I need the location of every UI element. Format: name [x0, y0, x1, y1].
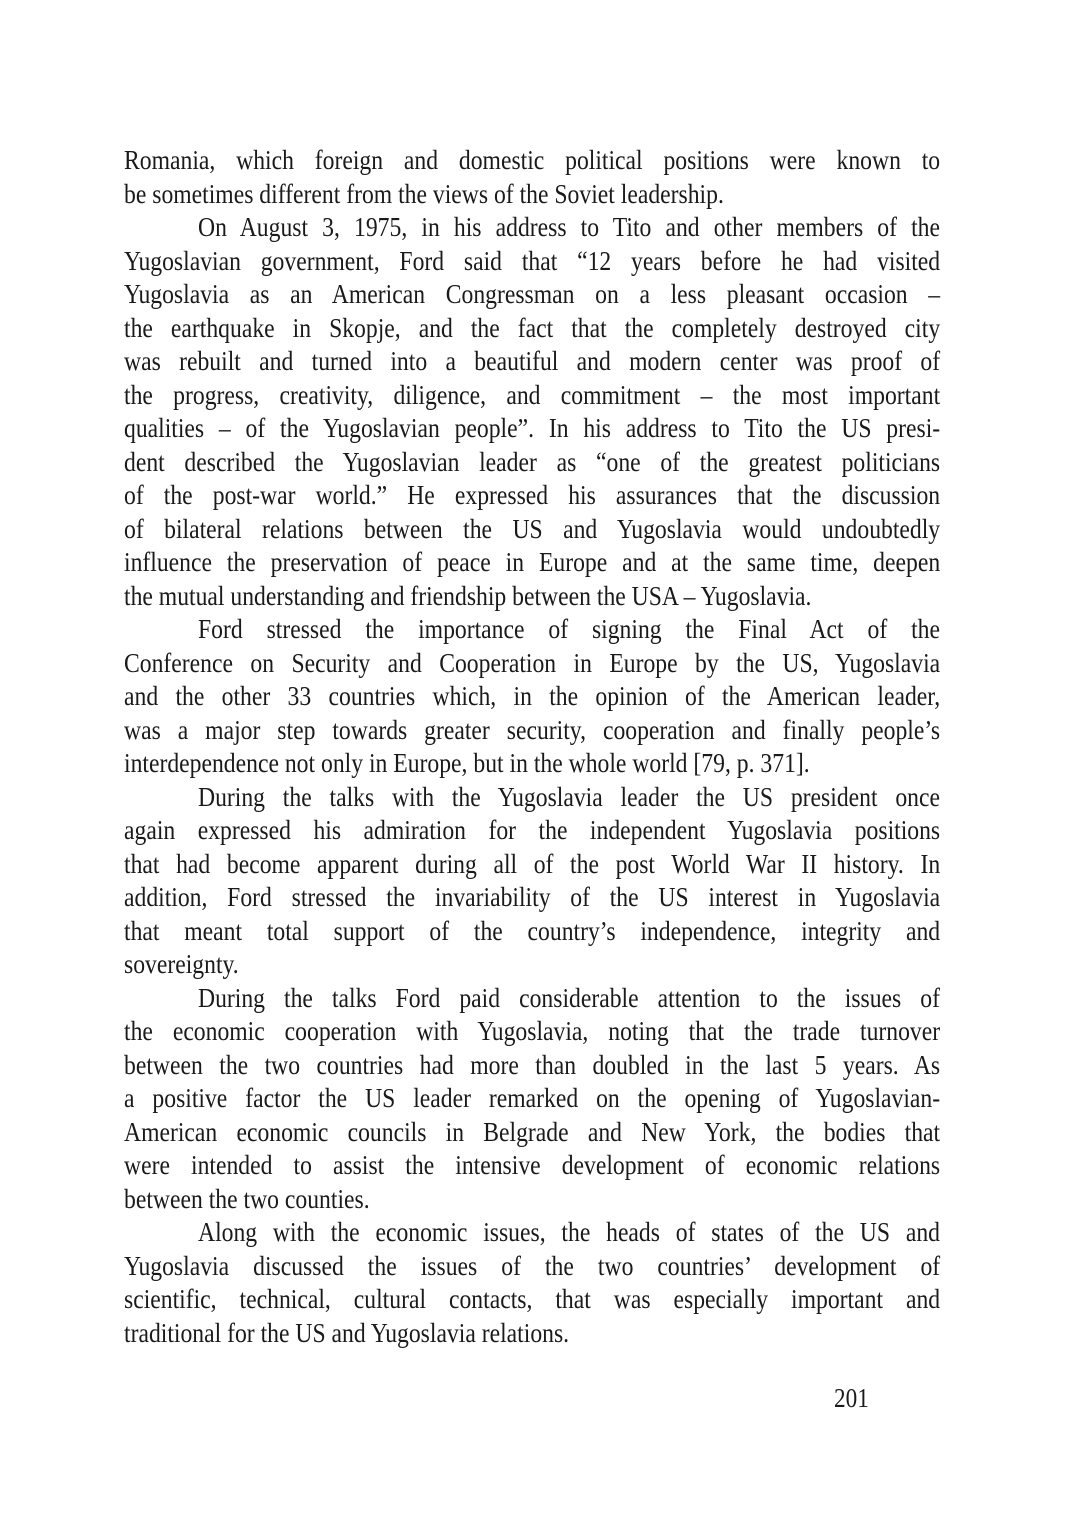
- paragraph: [124, 210, 940, 612]
- text-line: that had become apparent during all of the post World War II history. In: [124, 847, 941, 879]
- paragraph: [124, 780, 940, 981]
- text-line: the progress, creativity, diligence, and commitment – the most important: [124, 378, 941, 410]
- text-line: between the two countries had more than doubled in the last 5 years. As: [124, 1048, 941, 1080]
- text-line: the mutual understanding and friendship between the USA – Yugoslavia.: [124, 579, 812, 611]
- text-line: sovereignty.: [124, 948, 239, 979]
- text-line: and the other 33 countries which, in the opinion of the American leader,: [124, 680, 941, 711]
- text-line: was rebuilt and turned into a beautiful and modern center was proof of: [124, 345, 941, 376]
- text-line: a positive factor the US leader remarked on the opening of Yugoslavian-: [124, 1082, 941, 1113]
- text-line: Yugoslavia as an American Congressman on a less pleasant occasion –: [124, 278, 941, 309]
- text-line: Yugoslavia discussed the issues of the two countries’ development of: [124, 1249, 941, 1281]
- text-line: Conference on Security and Cooperation in Europe by the US, Yugoslavia: [124, 646, 941, 678]
- body-text: [124, 143, 940, 1349]
- text-line: qualities – of the Yugoslavian people”. In his address to Tito the US presi-: [124, 412, 941, 443]
- text-line: addition, Ford stressed the invariability of the US interest in Yugoslavia: [124, 881, 941, 912]
- text-line: dent described the Yugoslavian leader as “one of the greatest politicians: [124, 445, 941, 477]
- text-line: Ford stressed the importance of signing the Final Act of the: [198, 613, 940, 644]
- paragraph: [124, 612, 940, 780]
- paragraph: [124, 981, 940, 1216]
- text-line: During the talks with the Yugoslavia leader the US president once: [198, 780, 940, 812]
- text-line: of the post-war world.” He expressed his assurances that the discussion: [124, 479, 941, 510]
- text-line: American economic councils in Belgrade and New York, the bodies that: [124, 1115, 941, 1147]
- text-line: Along with the economic issues, the heads of states of the US and: [198, 1216, 940, 1247]
- text-line: be sometimes different from the views of the Soviet leadership.: [124, 177, 724, 209]
- text-line: between the two counties.: [124, 1182, 370, 1214]
- text-line: On August 3, 1975, in his address to Tito and other members of the: [198, 211, 940, 242]
- text-line: again expressed his admiration for the independent Yugoslavia positions: [124, 814, 941, 845]
- text-line: scientific, technical, cultural contacts, that was especially important and: [124, 1283, 941, 1314]
- page-number: 201: [834, 1383, 869, 1413]
- text-line: During the talks Ford paid considerable attention to the issues of: [198, 981, 940, 1013]
- paragraph: [124, 143, 940, 210]
- text-line: of bilateral relations between the US and Yugoslavia would undoubtedly: [124, 512, 941, 544]
- text-line: influence the preservation of peace in Europe and at the same time, deepen: [124, 546, 941, 577]
- text-line: the earthquake in Skopje, and the fact that the completely destroyed city: [124, 311, 941, 343]
- text-line: that meant total support of the country’s independence, integrity and: [124, 914, 941, 946]
- text-line: Romania, which foreign and domestic political positions were known to: [124, 144, 941, 175]
- text-line: was a major step towards greater security, cooperation and finally people’s: [124, 713, 941, 745]
- text-line: were intended to assist the intensive development of economic relations: [124, 1149, 941, 1180]
- text-line: traditional for the US and Yugoslavia relations.: [124, 1316, 570, 1348]
- text-line: Yugoslavian government, Ford said that “12 years before he had visited: [124, 244, 941, 276]
- text-line: interdependence not only in Europe, but in the whole world [79, p. 371].: [124, 747, 810, 778]
- paragraph: [124, 1215, 940, 1349]
- text-line: the economic cooperation with Yugoslavia, noting that the trade turnover: [124, 1015, 941, 1046]
